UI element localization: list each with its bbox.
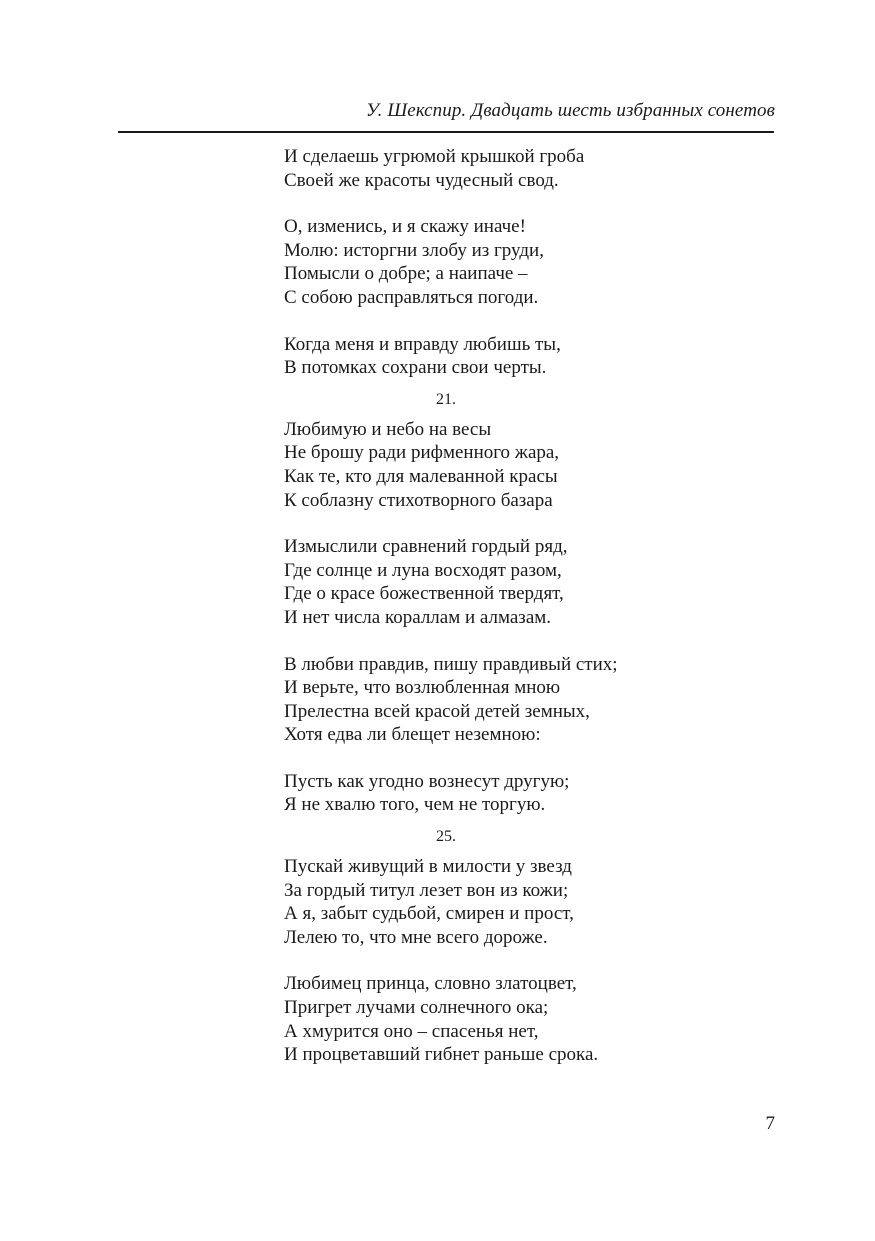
page-number: 7 <box>765 1113 775 1134</box>
verse-line: Молю: исторгни злобу из груди, <box>284 239 544 261</box>
verse-line: Как те, кто для малеванной красы <box>284 465 558 487</box>
sonnet-25-stanza-2 <box>284 972 618 1066</box>
sonnet-21-stanza-3 <box>284 653 618 747</box>
verse-line: В любви правдив, пишу правдивый стих; <box>284 653 618 675</box>
verse-line: И сделаешь угрюмой крышкой гроба <box>284 146 585 167</box>
verse-line: А я, забыт судьбой, смирен и прост, <box>284 903 574 925</box>
sonnet-21-number: 21. <box>436 390 456 408</box>
verse-line: За гордый титул лезет вон из кожи; <box>284 879 569 901</box>
verse-line: Пусть как угодно вознесут другую; <box>284 770 570 792</box>
verse-line: И верьте, что возлюбленная мною <box>284 677 561 699</box>
continuation-couplet <box>284 333 618 380</box>
verse-line: Где солнце и луна восходят разом, <box>284 559 562 581</box>
verse-line: Прелестна всей красой детей земных, <box>284 700 590 722</box>
header-rule <box>118 131 774 133</box>
verse-line: Не брошу ради рифменного жара, <box>284 442 560 464</box>
sonnet-21-stanza-2 <box>284 535 618 629</box>
verse-line: Пригрет лучами солнечного ока; <box>284 997 549 1019</box>
verse-line: Хотя едва ли блещет неземною: <box>284 724 541 746</box>
verse-line: Пускай живущий в милости у звезд <box>284 856 572 878</box>
verse-line: Любимец принца, словно златоцвет, <box>284 973 577 995</box>
verse-line: О, изменись, и я скажу иначе! <box>284 216 526 238</box>
verse-line: Своей же красоты чудесный свод. <box>284 169 559 191</box>
verse-line: Где о красе божественной твердят, <box>284 583 564 605</box>
sonnet-21-couplet <box>284 770 618 817</box>
sonnet-25-stanza-1 <box>284 855 618 949</box>
running-head-title: У. Шекспир. Двадцать шесть избранных сонетов <box>366 100 775 121</box>
verse-line: Лелею то, что мне всего дороже. <box>284 926 548 948</box>
verse-line: Когда меня и вправду любишь ты, <box>284 333 561 355</box>
verse-line: Измыслили сравнений гордый ряд, <box>284 536 568 558</box>
verse-line: В потомках сохрани свои черты. <box>284 357 547 379</box>
verse-line: И нет числа кораллам и алмазам. <box>284 606 552 628</box>
verse-line: Помысли о добре; а наипаче – <box>284 263 528 285</box>
verse-line: С собою расправляться погоди. <box>284 286 539 308</box>
verse-line: Я не хвалю того, чем не торгую. <box>284 794 546 816</box>
poem-body <box>284 145 618 1067</box>
verse-line: Любимую и небо на весы <box>284 418 492 440</box>
continuation-stanza-2 <box>284 215 618 309</box>
verse-line: И процветавший гибнет раньше срока. <box>284 1044 599 1066</box>
verse-line: К соблазну стихотворного базара <box>284 489 553 511</box>
verse-line: А хмурится оно – спасенья нет, <box>284 1020 539 1042</box>
continuation-stanza-1 <box>284 145 618 192</box>
sonnet-25-number: 25. <box>436 828 456 846</box>
sonnet-21-stanza-1 <box>284 418 618 512</box>
